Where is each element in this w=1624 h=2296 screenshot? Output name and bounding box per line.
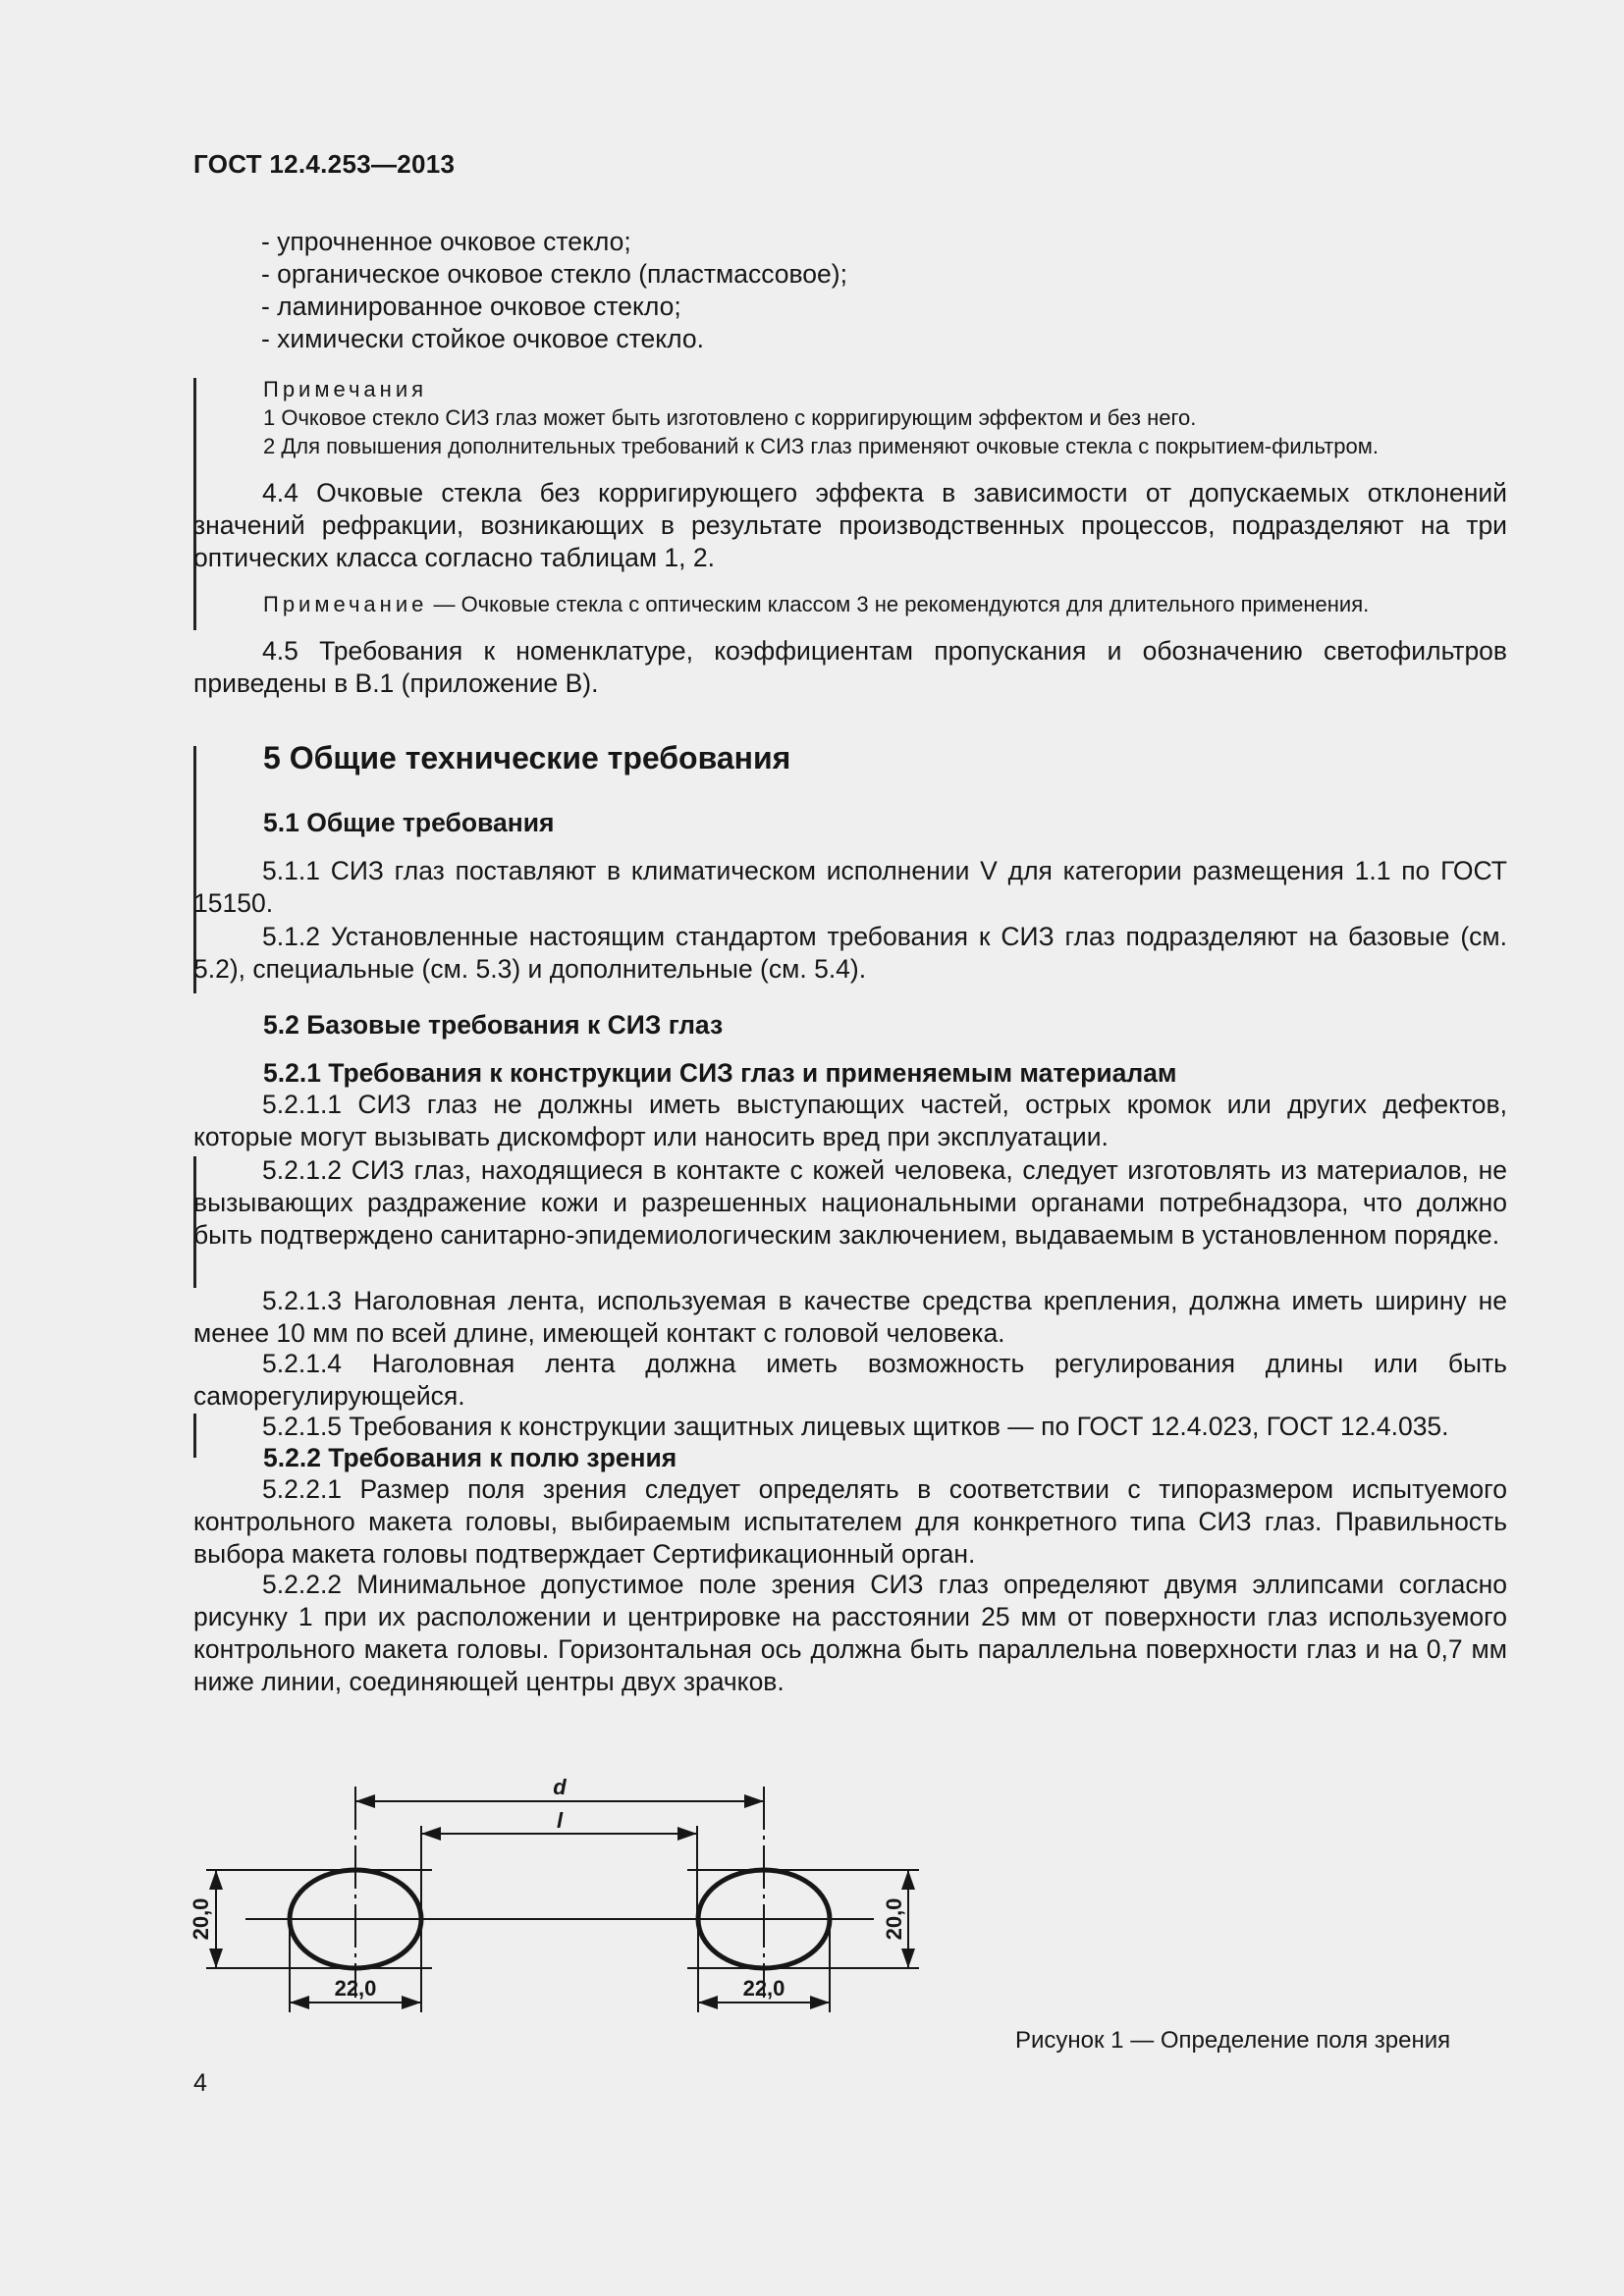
paragraph-5-2-1-4: 5.2.1.4 Наголовная лента должна иметь возможность регулирования длины или быть саморегулирующейся. xyxy=(193,1349,1507,1411)
label-height-left: 20,0 xyxy=(189,1897,213,1941)
label-height-right: 20,0 xyxy=(882,1897,906,1941)
paragraph-5-2-2-1: 5.2.2.1 Размер поля зрения следует определять в соответствии с типоразмером испытуемого контрольного макета головы, выбираемым испытателем для конкретного типа СИЗ глаз. Правильность выбора макета головы подтверждает Сертификационный орган. xyxy=(193,1474,1507,1569)
note-label: Примечание xyxy=(263,592,428,616)
paragraph-5-2-1-5: 5.2.1.5 Требования к конструкции защитных лицевых щитков — по ГОСТ 12.4.023, ГОСТ 12.4.035. xyxy=(262,1412,1449,1441)
field-of-view-figure xyxy=(187,1767,933,2061)
section-5-2-2-heading: 5.2.2 Требования к полю зрения xyxy=(263,1443,677,1472)
page-number: 4 xyxy=(193,2069,207,2097)
paragraph-5-2-1-1: 5.2.1.1 СИЗ глаз не должны иметь выступающих частей, острых кромок или других дефектов, которые могут вызывать дискомфорт или наносить вред при эксплуатации. xyxy=(193,1090,1507,1151)
note-text: — Очковые стекла с оптическим классом 3 не рекомендуются для длительного применения. xyxy=(427,592,1370,616)
glass-type-list xyxy=(261,226,1508,355)
figure-caption: Рисунок 1 — Определение поля зрения xyxy=(1015,2027,1451,2054)
note-optical-class xyxy=(263,590,1508,618)
label-width-right: 22,0 xyxy=(742,1976,785,2001)
paragraph-5-2-1-3: 5.2.1.3 Наголовная лента, используемая в качестве средства крепления, должна иметь ширину не менее 10 мм по всей длине, имеющей контакт с головой человека. xyxy=(193,1286,1507,1348)
notes-block xyxy=(263,375,1508,460)
paragraph-5-1-1: 5.1.1 СИЗ глаз поставляют в климатическом исполнении V для категории размещения 1.1 по ГОСТ 15150. xyxy=(193,856,1507,918)
list-item: - упрочненное очковое стекло; xyxy=(261,227,631,256)
label-width-left: 22,0 xyxy=(334,1976,377,2001)
paragraph-5-2-1-2: 5.2.1.2 СИЗ глаз, находящиеся в контакте с кожей человека, следует изготовлять из материалов, не вызывающих раздражение кожи и разрешенных национальными органами потребнадзора, что должно быть подтверждено санитарно-эпидемиологическим заключением, выдаваемым в установленном порядке. xyxy=(193,1155,1507,1250)
paragraph-4-5: 4.5 Требования к номенклатуре, коэффициентам пропускания и обозначению светофильтров приведены в В.1 (приложение В). xyxy=(193,636,1507,698)
section-5-2-1-heading: 5.2.1 Требования к конструкции СИЗ глаз и применяемым материалам xyxy=(263,1058,1177,1088)
document-header: ГОСТ 12.4.253—2013 xyxy=(193,149,456,179)
notes-title: Примечания xyxy=(263,377,428,401)
note-1: 1 Очковое стекло СИЗ глаз может быть изготовлено с корригирующим эффектом и без него. xyxy=(263,405,1197,430)
label-l: l xyxy=(556,1808,564,1833)
section-5-1-heading: 5.1 Общие требования xyxy=(263,808,555,837)
paragraph-4-4: 4.4 Очковые стекла без корригирующего эффекта в зависимости от допускаемых отклонений значений рефракции, возникающих в результате производственных процессов, подразделяют на три оптических класса согласно таблицам 1, 2. xyxy=(193,478,1507,572)
list-item: - органическое очковое стекло (пластмассовое); xyxy=(261,259,847,289)
section-5-2-heading: 5.2 Базовые требования к СИЗ глаз xyxy=(263,1010,724,1040)
paragraph-5-2-2-2: 5.2.2.2 Минимальное допустимое поле зрения СИЗ глаз определяют двумя эллипсами согласно рисунку 1 при их расположении и центрировке на расстоянии 25 мм от поверхности глаз используемого контрольного макета головы. Горизонтальная ось должна быть параллельна поверхности глаз и на 0,7 мм ниже линии, соединяющей центры двух зрачков. xyxy=(193,1570,1507,1696)
note-2: 2 Для повышения дополнительных требований к СИЗ глаз применяют очковые стекла с покрытием-фильтром. xyxy=(263,434,1379,458)
label-d: d xyxy=(553,1775,567,1799)
paragraph-5-1-2: 5.1.2 Установленные настоящим стандартом требования к СИЗ глаз подразделяют на базовые (см. 5.2), специальные (см. 5.3) и дополнительные (см. 5.4). xyxy=(193,922,1507,984)
list-item: - ламинированное очковое стекло; xyxy=(261,292,681,321)
section-5-heading: 5 Общие технические требования xyxy=(263,740,791,775)
list-item: - химически стойкое очковое стекло. xyxy=(261,324,704,353)
